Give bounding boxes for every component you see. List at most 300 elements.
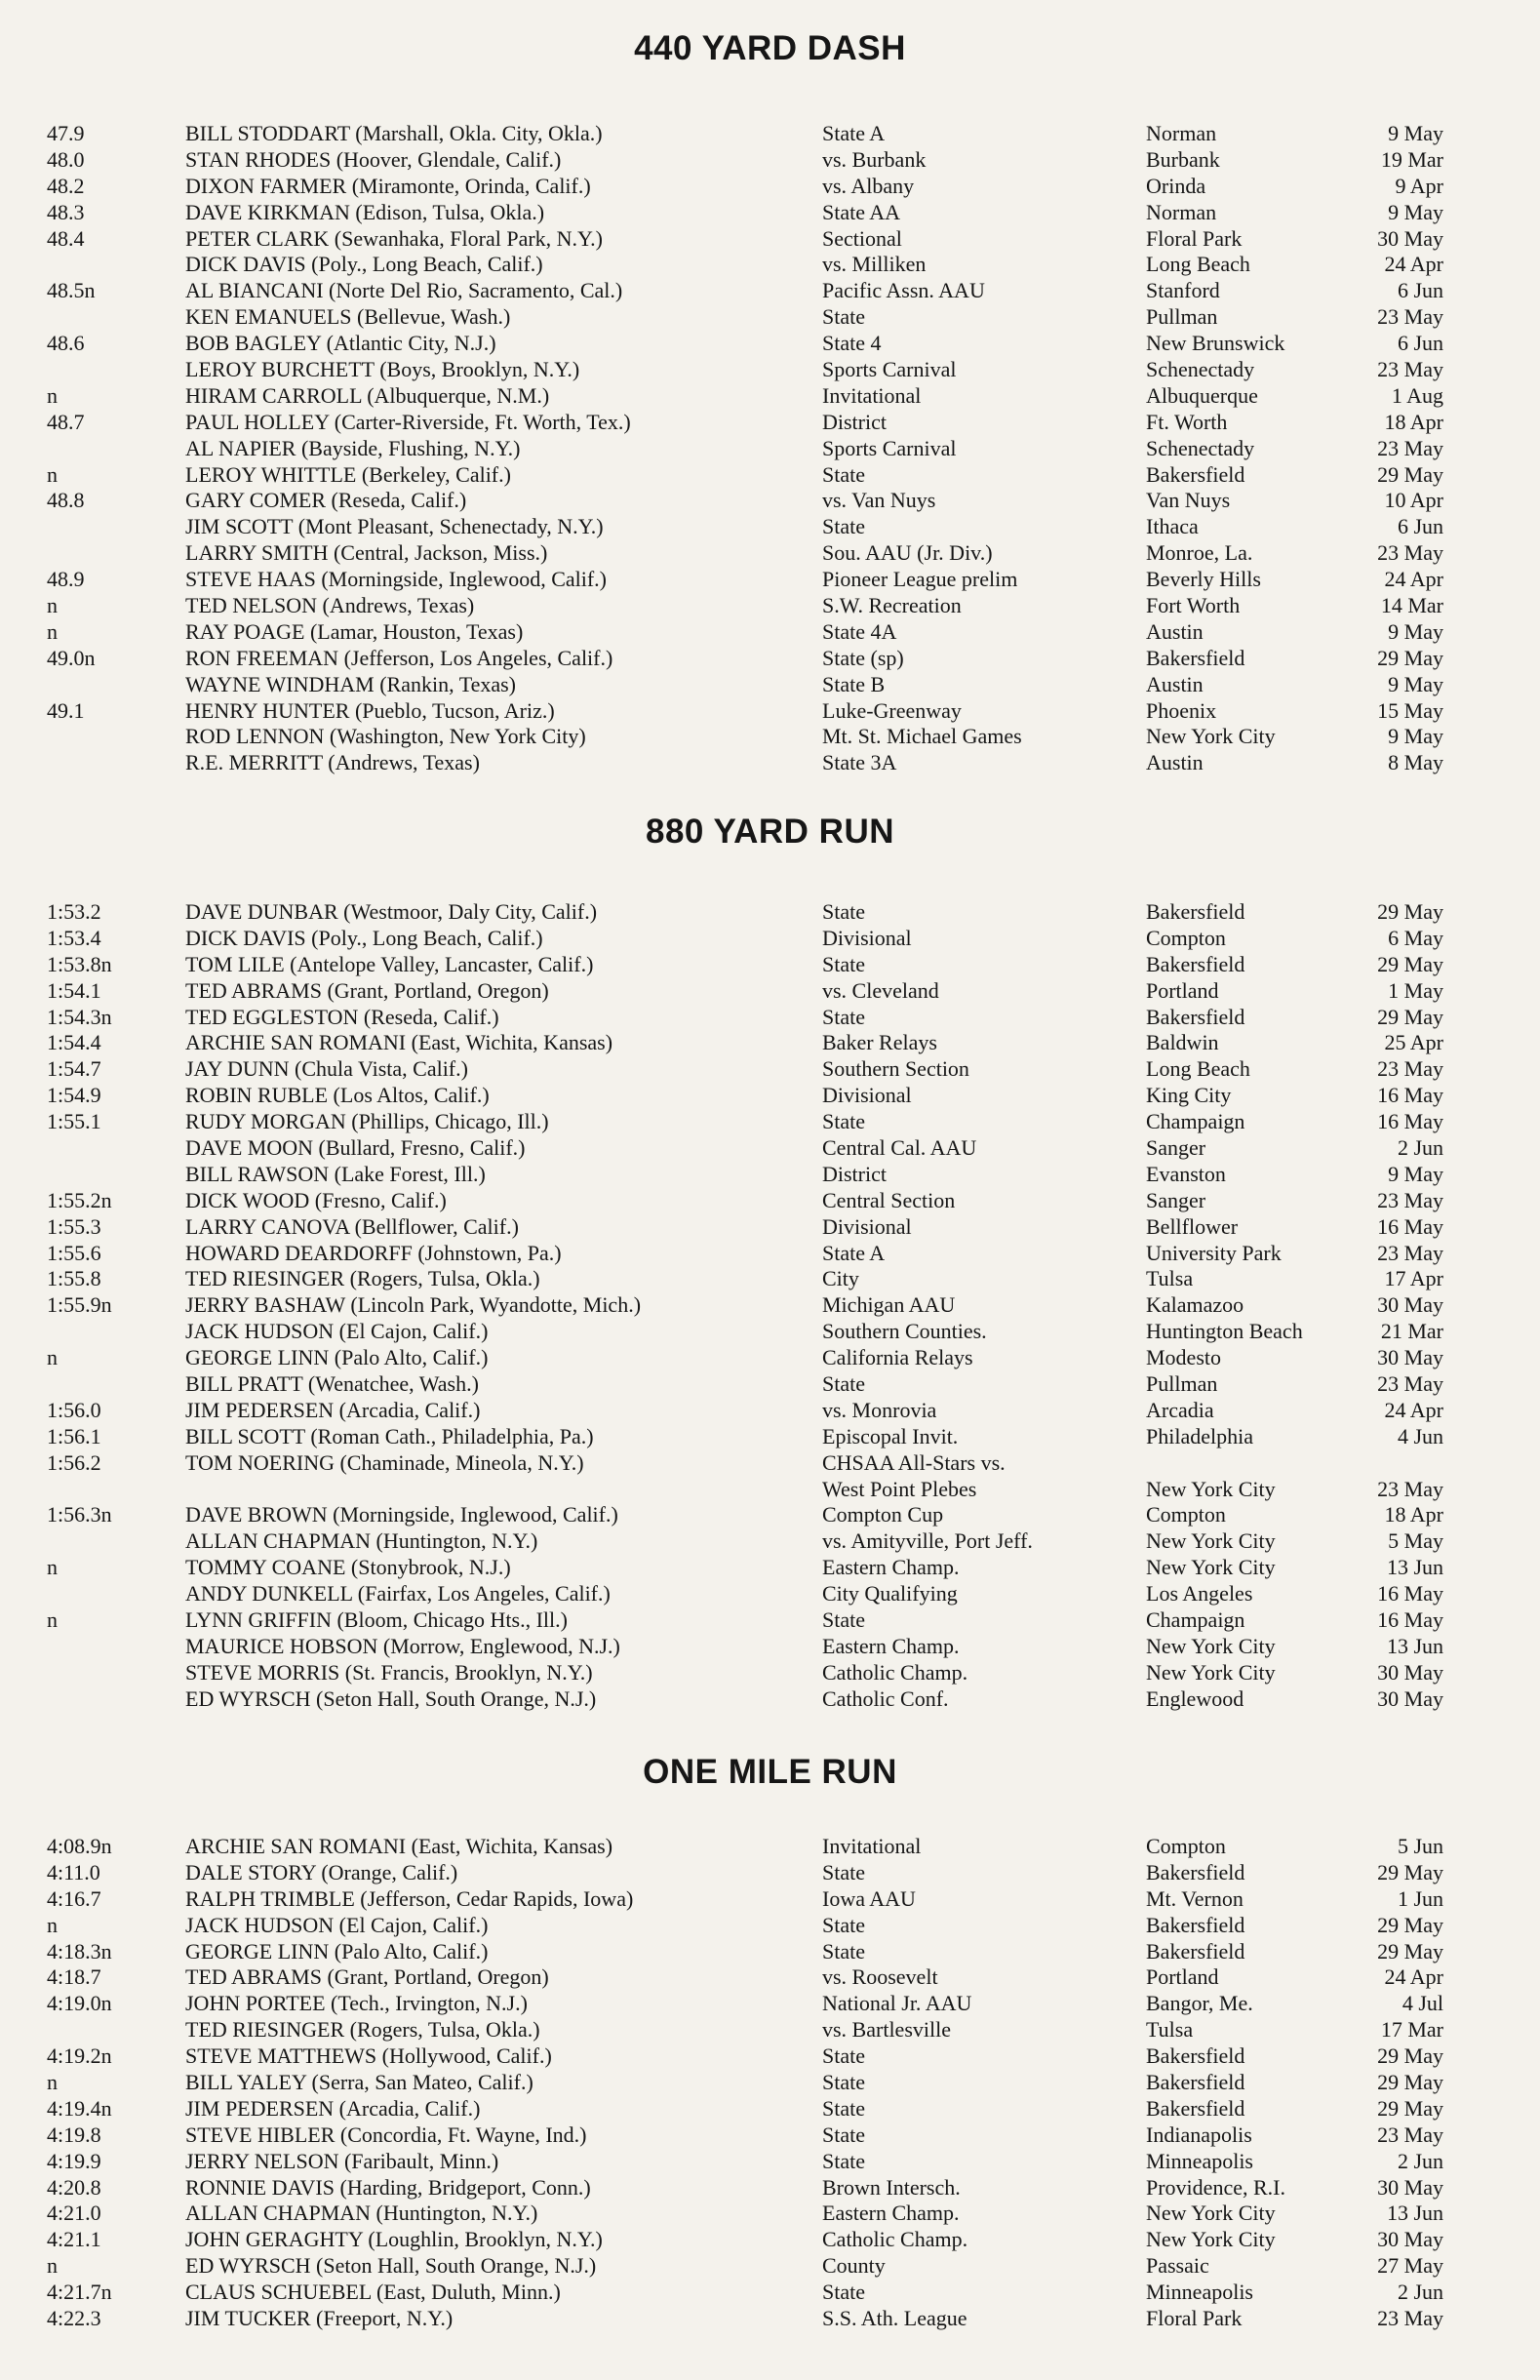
meet-date: 8 May <box>1388 750 1443 775</box>
meet-date: 14 Mar <box>1380 593 1443 618</box>
mark: 4:19.8 <box>47 2122 101 2147</box>
athlete-name: MAURICE HOBSON (Morrow, Englewood, N.J.) <box>185 1633 620 1658</box>
meet-date: 24 Apr <box>1384 1964 1443 1990</box>
athlete-name: TED ABRAMS (Grant, Portland, Oregon) <box>185 1964 549 1990</box>
meet-name: State <box>822 2043 865 2069</box>
meet-date: 6 May <box>1388 925 1443 950</box>
meet-location: Minneapolis <box>1146 2280 1253 2305</box>
meet-location: Austin <box>1146 618 1204 644</box>
meet-location: New York City <box>1146 724 1276 749</box>
athlete-name: JIM PEDERSEN (Arcadia, Calif.) <box>185 2095 481 2121</box>
table-row <box>0 121 1540 147</box>
mark: n <box>47 1912 58 1937</box>
athlete-name: HIRAM CARROLL (Albuquerque, N.M.) <box>185 382 550 408</box>
mark: 1:56.2 <box>47 1449 101 1475</box>
mark: 4:21.7n <box>47 2280 112 2305</box>
mark: 4:21.1 <box>47 2227 101 2252</box>
meet-location: Fort Worth <box>1146 593 1241 618</box>
meet-date: 18 Apr <box>1384 409 1443 434</box>
meet-name: State B <box>822 671 886 696</box>
meet-date: 2 Jun <box>1397 2148 1443 2173</box>
table-row <box>0 1528 1540 1555</box>
meet-location: Philadelphia <box>1146 1423 1253 1448</box>
meet-location: King City <box>1146 1083 1232 1108</box>
mark: 49.1 <box>47 697 85 723</box>
meet-name: vs. Albany <box>822 173 915 198</box>
meet-location: Orinda <box>1146 173 1206 198</box>
meet-name: Catholic Conf. <box>822 1686 949 1711</box>
mark: 1:55.8 <box>47 1266 101 1291</box>
meet-name: Catholic Champ. <box>822 1659 968 1685</box>
table-row <box>0 1634 1540 1660</box>
table-row <box>0 2175 1540 2202</box>
meet-location: New York City <box>1146 1528 1276 1554</box>
meet-location: Modesto <box>1146 1345 1221 1370</box>
mark: n <box>47 2253 58 2279</box>
table-row <box>0 2253 1540 2280</box>
table-row <box>0 2227 1540 2253</box>
meet-location: Tulsa <box>1146 1266 1194 1291</box>
meet-location: Floral Park <box>1146 225 1243 251</box>
meet-name: Central Section <box>822 1187 956 1212</box>
mark: n <box>47 2070 58 2095</box>
meet-name: Mt. St. Michael Games <box>822 724 1022 749</box>
meet-name: State <box>822 461 865 487</box>
mark: 49.0n <box>47 645 96 670</box>
mark: 4:19.2n <box>47 2043 112 2069</box>
table-row <box>0 1345 1540 1371</box>
meet-date: 29 May <box>1377 899 1443 924</box>
athlete-name: DAVE KIRKMAN (Edison, Tulsa, Okla.) <box>185 199 545 224</box>
meet-name: Divisional <box>822 925 912 950</box>
table-row <box>0 252 1540 278</box>
meet-name: District <box>822 1161 887 1186</box>
meet-name: State <box>822 2148 865 2173</box>
meet-date: 29 May <box>1377 2070 1443 2095</box>
meet-name: Luke-Greenway <box>822 697 962 723</box>
athlete-name: LEROY WHITTLE (Berkeley, Calif.) <box>185 461 511 487</box>
meet-location: Long Beach <box>1146 1056 1250 1082</box>
athlete-name: STEVE HAAS (Morningside, Inglewood, Calif.) <box>185 567 608 592</box>
athlete-name: ED WYRSCH (Seton Hall, South Orange, N.J.) <box>185 2253 597 2279</box>
meet-location: Van Nuys <box>1146 488 1231 513</box>
meet-location: Bellflower <box>1146 1213 1239 1239</box>
meet-location: Pullman <box>1146 304 1218 330</box>
meet-name: Sports Carnival <box>822 435 957 460</box>
meet-date: 5 May <box>1388 1528 1443 1554</box>
mark: 4:18.7 <box>47 1964 101 1990</box>
table-row <box>0 1109 1540 1135</box>
meet-name: vs. Bartlesville <box>822 2017 951 2043</box>
meet-location: New Brunswick <box>1146 331 1285 356</box>
meet-name: State <box>822 2095 865 2121</box>
meet-location: University Park <box>1146 1240 1282 1265</box>
table-row <box>0 436 1540 462</box>
athlete-name: JERRY BASHAW (Lincoln Park, Wyandotte, Mich.) <box>185 1292 642 1318</box>
athlete-name: TED NELSON (Andrews, Texas) <box>185 593 475 618</box>
meet-location: Compton <box>1146 1834 1226 1858</box>
meet-name: State A <box>822 1240 886 1265</box>
table-row <box>0 1502 1540 1528</box>
mark: 1:53.8n <box>47 951 112 976</box>
table-row <box>0 147 1540 174</box>
meet-date: 30 May <box>1377 1345 1443 1370</box>
athlete-name: RONNIE DAVIS (Harding, Bridgeport, Conn.) <box>185 2174 591 2200</box>
meet-name: Southern Section <box>822 1056 969 1082</box>
table-row <box>0 1162 1540 1188</box>
mark: 48.0 <box>47 146 85 172</box>
meet-name: Episcopal Invit. <box>822 1423 959 1448</box>
meet-name: State <box>822 1938 865 1964</box>
meet-location: New York City <box>1146 1659 1276 1685</box>
athlete-name: TED RIESINGER (Rogers, Tulsa, Okla.) <box>185 1266 540 1291</box>
meet-date: 17 Mar <box>1380 2017 1443 2043</box>
athlete-name: KEN EMANUELS (Bellevue, Wash.) <box>185 304 511 330</box>
meet-name: Baker Relays <box>822 1030 937 1055</box>
table-row <box>0 514 1540 540</box>
athlete-name: BILL STODDART (Marshall, Okla. City, Okla.) <box>185 121 603 145</box>
meet-date: 9 May <box>1388 724 1443 749</box>
table-row <box>0 2149 1540 2175</box>
meet-name: State <box>822 2280 865 2305</box>
meet-name: State <box>822 514 865 539</box>
athlete-name: PETER CLARK (Sewanhaka, Floral Park, N.Y.) <box>185 225 603 251</box>
meet-name: State 4A <box>822 618 897 644</box>
table-row <box>0 1371 1540 1398</box>
meet-date: 23 May <box>1377 357 1443 382</box>
meet-date: 9 May <box>1388 671 1443 696</box>
mark: 1:53.2 <box>47 899 101 924</box>
table-row <box>0 488 1540 514</box>
mark: 1:54.3n <box>47 1004 112 1029</box>
meet-location: Long Beach <box>1146 252 1250 277</box>
meet-location: Tulsa <box>1146 2017 1194 2043</box>
meet-location: Floral Park <box>1146 2306 1243 2331</box>
meet-location: New York City <box>1146 2227 1276 2252</box>
meet-location: Passaic <box>1146 2253 1209 2279</box>
athlete-name: BOB BAGLEY (Atlantic City, N.J.) <box>185 331 496 356</box>
athlete-name: DIXON FARMER (Miramonte, Orinda, Calif.) <box>185 173 591 198</box>
meet-location: Sanger <box>1146 1135 1206 1161</box>
meet-date: 9 May <box>1388 199 1443 224</box>
mark: 1:55.2n <box>47 1187 112 1212</box>
athlete-name: JAY DUNN (Chula Vista, Calif.) <box>185 1056 468 1082</box>
athlete-name: DALE STORY (Orange, Calif.) <box>185 1859 458 1884</box>
mark: 4:18.3n <box>47 1938 112 1964</box>
athlete-name: TED ABRAMS (Grant, Portland, Oregon) <box>185 977 549 1003</box>
meet-date: 6 Jun <box>1397 331 1443 356</box>
meet-name: State <box>822 1109 865 1134</box>
meet-location: Bakersfield <box>1146 1938 1245 1964</box>
meet-name: Compton Cup <box>822 1502 944 1527</box>
table-row <box>0 750 1540 776</box>
mark: n <box>47 382 58 408</box>
athlete-name: ANDY DUNKELL (Fairfax, Los Angeles, Calif.) <box>185 1581 611 1606</box>
table-row <box>0 410 1540 436</box>
table-row <box>0 1686 1540 1713</box>
athlete-name: WAYNE WINDHAM (Rankin, Texas) <box>185 671 517 696</box>
meet-date: 6 Jun <box>1397 514 1443 539</box>
meet-date: 21 Mar <box>1380 1319 1443 1344</box>
meet-name: CHSAA All-Stars vs. <box>822 1449 1006 1475</box>
meet-name: State (sp) <box>822 645 904 670</box>
meet-location: Schenectady <box>1146 435 1255 460</box>
athlete-name: STAN RHODES (Hoover, Glendale, Calif.) <box>185 146 562 172</box>
meet-name: State <box>822 2122 865 2147</box>
athlete-name: JERRY NELSON (Faribault, Minn.) <box>185 2148 499 2173</box>
meet-name: State A <box>822 121 886 145</box>
meet-name: County <box>822 2253 886 2279</box>
table-row <box>0 1860 1540 1886</box>
table-row <box>0 304 1540 331</box>
meet-location: Pullman <box>1146 1371 1218 1397</box>
meet-name: Sou. AAU (Jr. Div.) <box>822 540 993 566</box>
table-row <box>0 1477 1540 1503</box>
athlete-name: AL BIANCANI (Norte Del Rio, Sacramento, Cal.) <box>185 278 623 303</box>
mark: 48.9 <box>47 567 85 592</box>
meet-location: Huntington Beach <box>1146 1319 1303 1344</box>
mark: 4:21.0 <box>47 2201 101 2226</box>
meet-date: 15 May <box>1377 697 1443 723</box>
table-row <box>0 383 1540 410</box>
table-row <box>0 1241 1540 1267</box>
athlete-name: JIM TUCKER (Freeport, N.Y.) <box>185 2306 454 2331</box>
mark: 4:19.4n <box>47 2095 112 2121</box>
meet-date: 29 May <box>1377 2095 1443 2121</box>
table-one-mile-run <box>0 1834 1540 2332</box>
meet-name: City <box>822 1266 859 1291</box>
meet-name: Eastern Champ. <box>822 1633 960 1658</box>
meet-date: 16 May <box>1377 1581 1443 1606</box>
mark: 48.3 <box>47 199 85 224</box>
table-row <box>0 2306 1540 2332</box>
mark: 4:20.8 <box>47 2174 101 2200</box>
meet-location: Bakersfield <box>1146 2070 1245 2095</box>
mark: 1:55.9n <box>47 1292 112 1318</box>
meet-location: Los Angeles <box>1146 1581 1253 1606</box>
meet-date: 23 May <box>1377 2306 1443 2331</box>
mark: 4:19.9 <box>47 2148 101 2173</box>
meet-name: State 3A <box>822 750 897 775</box>
meet-location: Kalamazoo <box>1146 1292 1244 1318</box>
table-row <box>0 2017 1540 2043</box>
meet-location: Bakersfield <box>1146 2043 1245 2069</box>
athlete-name: TOM LILE (Antelope Valley, Lancaster, Calif.) <box>185 951 594 976</box>
meet-date: 29 May <box>1377 1859 1443 1884</box>
athlete-name: TOMMY COANE (Stonybrook, N.J.) <box>185 1555 511 1580</box>
meet-location: Monroe, La. <box>1146 540 1253 566</box>
meet-date: 30 May <box>1377 1292 1443 1318</box>
meet-name: State <box>822 1859 865 1884</box>
meet-date: 29 May <box>1377 1912 1443 1937</box>
meet-name: vs. Amityville, Port Jeff. <box>822 1528 1033 1554</box>
meet-location: Arcadia <box>1146 1397 1214 1422</box>
meet-date: 29 May <box>1377 461 1443 487</box>
mark: 1:55.6 <box>47 1240 101 1265</box>
athlete-name: RALPH TRIMBLE (Jefferson, Cedar Rapids, Iowa) <box>185 1885 634 1911</box>
mark: 1:54.1 <box>47 977 101 1003</box>
table-row <box>0 200 1540 226</box>
meet-date: 23 May <box>1377 1371 1443 1397</box>
meet-date: 23 May <box>1377 2122 1443 2147</box>
meet-name: National Jr. AAU <box>822 1991 972 2016</box>
meet-name: Invitational <box>822 1834 922 1858</box>
meet-name: State <box>822 951 865 976</box>
athlete-name: BILL SCOTT (Roman Cath., Philadelphia, Pa.) <box>185 1423 594 1448</box>
athlete-name: BILL PRATT (Wenatchee, Wash.) <box>185 1371 479 1397</box>
meet-name: State 4 <box>822 331 882 356</box>
athlete-name: ALLAN CHAPMAN (Huntington, N.Y.) <box>185 2201 538 2226</box>
meet-name: Pacific Assn. AAU <box>822 278 985 303</box>
meet-date: 27 May <box>1377 2253 1443 2279</box>
table-row <box>0 226 1540 253</box>
mark: n <box>47 1555 58 1580</box>
table-row <box>0 952 1540 978</box>
table-row <box>0 1886 1540 1913</box>
mark: 1:56.3n <box>47 1502 112 1527</box>
table-row <box>0 1964 1540 1991</box>
meet-date: 9 Apr <box>1395 173 1443 198</box>
athlete-name: AL NAPIER (Bayside, Flushing, N.Y.) <box>185 435 521 460</box>
meet-location: Albuquerque <box>1146 382 1258 408</box>
meet-name: Sectional <box>822 225 902 251</box>
meet-date: 9 May <box>1388 1161 1443 1186</box>
mark: 4:22.3 <box>47 2306 101 2331</box>
table-row <box>0 619 1540 646</box>
table-row <box>0 357 1540 383</box>
mark: 4:19.0n <box>47 1991 112 2016</box>
mark: 4:16.7 <box>47 1885 101 1911</box>
meet-location: Ithaca <box>1146 514 1199 539</box>
meet-name: State <box>822 1371 865 1397</box>
meet-location: Bangor, Me. <box>1146 1991 1253 2016</box>
mark: 48.2 <box>47 173 85 198</box>
athlete-name: DAVE DUNBAR (Westmoor, Daly City, Calif.) <box>185 899 598 924</box>
athlete-name: CLAUS SCHUEBEL (East, Duluth, Minn.) <box>185 2280 561 2305</box>
table-row <box>0 1398 1540 1424</box>
athlete-name: JOHN GERAGHTY (Loughlin, Brooklyn, N.Y.) <box>185 2227 603 2252</box>
meet-location: Bakersfield <box>1146 461 1245 487</box>
athlete-name: R.E. MERRITT (Andrews, Texas) <box>185 750 480 775</box>
meet-location: Indianapolis <box>1146 2122 1252 2147</box>
meet-name: West Point Plebes <box>822 1476 977 1501</box>
meet-date: 29 May <box>1377 951 1443 976</box>
meet-location: Schenectady <box>1146 357 1255 382</box>
mark: 48.7 <box>47 409 85 434</box>
meet-date: 6 Jun <box>1397 278 1443 303</box>
mark: n <box>47 461 58 487</box>
meet-location: Sanger <box>1146 1187 1206 1212</box>
meet-date: 24 Apr <box>1384 1397 1443 1422</box>
athlete-name: STEVE MATTHEWS (Hollywood, Calif.) <box>185 2043 552 2069</box>
table-row <box>0 593 1540 619</box>
athlete-name: HOWARD DEARDORFF (Johnstown, Pa.) <box>185 1240 562 1265</box>
meet-name: Iowa AAU <box>822 1885 916 1911</box>
meet-name: vs. Milliken <box>822 252 927 277</box>
meet-date: 19 Mar <box>1380 146 1443 172</box>
meet-date: 30 May <box>1377 225 1443 251</box>
meet-name: Brown Intersch. <box>822 2174 961 2200</box>
mark: 1:55.3 <box>47 1213 101 1239</box>
athlete-name: PAUL HOLLEY (Carter-Riverside, Ft. Worth, Tex.) <box>185 409 631 434</box>
table-row <box>0 1834 1540 1860</box>
athlete-name: JIM SCOTT (Mont Pleasant, Schenectady, N.Y.) <box>185 514 604 539</box>
athlete-name: TOM NOERING (Chaminade, Mineola, N.Y.) <box>185 1449 584 1475</box>
athlete-name: ROD LENNON (Washington, New York City) <box>185 724 586 749</box>
meet-date: 13 Jun <box>1386 1555 1443 1580</box>
meet-date: 25 Apr <box>1384 1030 1443 1055</box>
mark: 48.8 <box>47 488 85 513</box>
athlete-name: STEVE MORRIS (St. Francis, Brooklyn, N.Y.) <box>185 1659 593 1685</box>
meet-location: Norman <box>1146 121 1217 145</box>
athlete-name: DICK WOOD (Fresno, Calif.) <box>185 1187 447 1212</box>
mark: 1:55.1 <box>47 1109 101 1134</box>
table-row <box>0 1030 1540 1056</box>
meet-date: 29 May <box>1377 2043 1443 2069</box>
table-row <box>0 1292 1540 1319</box>
mark: 48.4 <box>47 225 85 251</box>
meet-location: Champaign <box>1146 1607 1245 1633</box>
meet-date: 4 Jul <box>1402 1991 1443 2016</box>
meet-location: Providence, R.I. <box>1146 2174 1285 2200</box>
meet-date: 30 May <box>1377 2174 1443 2200</box>
meet-date: 2 Jun <box>1397 1135 1443 1161</box>
meet-date: 9 May <box>1388 618 1443 644</box>
meet-location: Phoenix <box>1146 697 1217 723</box>
table-row <box>0 1319 1540 1345</box>
meet-location: Norman <box>1146 199 1217 224</box>
meet-name: Michigan AAU <box>822 1292 956 1318</box>
athlete-name: DAVE BROWN (Morningside, Inglewood, Calif.) <box>185 1502 618 1527</box>
meet-location: Austin <box>1146 671 1204 696</box>
table-row <box>0 1214 1540 1241</box>
meet-date: 23 May <box>1377 1476 1443 1501</box>
mark: 1:56.1 <box>47 1423 101 1448</box>
meet-name: California Relays <box>822 1345 973 1370</box>
table-row <box>0 2280 1540 2306</box>
athlete-name: BILL YALEY (Serra, San Mateo, Calif.) <box>185 2070 533 2095</box>
athlete-name: DAVE MOON (Bullard, Fresno, Calif.) <box>185 1135 526 1161</box>
table-row <box>0 174 1540 200</box>
athlete-name: DICK DAVIS (Poly., Long Beach, Calif.) <box>185 252 543 277</box>
meet-location: Bakersfield <box>1146 1912 1245 1937</box>
meet-name: State <box>822 304 865 330</box>
meet-name: State <box>822 1607 865 1633</box>
table-row <box>0 672 1540 698</box>
athlete-name: ARCHIE SAN ROMANI (East, Wichita, Kansas) <box>185 1834 613 1858</box>
mark: 1:56.0 <box>47 1397 101 1422</box>
meet-location: New York City <box>1146 1476 1276 1501</box>
athlete-name: RON FREEMAN (Jefferson, Los Angeles, Calif.) <box>185 645 613 670</box>
meet-name: Divisional <box>822 1083 912 1108</box>
meet-location: New York City <box>1146 1555 1276 1580</box>
meet-date: 30 May <box>1377 1659 1443 1685</box>
table-row <box>0 567 1540 593</box>
mark: 48.6 <box>47 331 85 356</box>
table-row <box>0 1188 1540 1214</box>
table-row <box>0 1424 1540 1450</box>
meet-name: Eastern Champ. <box>822 1555 960 1580</box>
athlete-name: LARRY SMITH (Central, Jackson, Miss.) <box>185 540 548 566</box>
meet-date: 29 May <box>1377 645 1443 670</box>
meet-date: 16 May <box>1377 1607 1443 1633</box>
table-row <box>0 331 1540 357</box>
table-row <box>0 1581 1540 1607</box>
meet-date: 29 May <box>1377 1004 1443 1029</box>
table-row <box>0 724 1540 750</box>
table-row <box>0 2096 1540 2122</box>
meet-location: Compton <box>1146 1502 1226 1527</box>
